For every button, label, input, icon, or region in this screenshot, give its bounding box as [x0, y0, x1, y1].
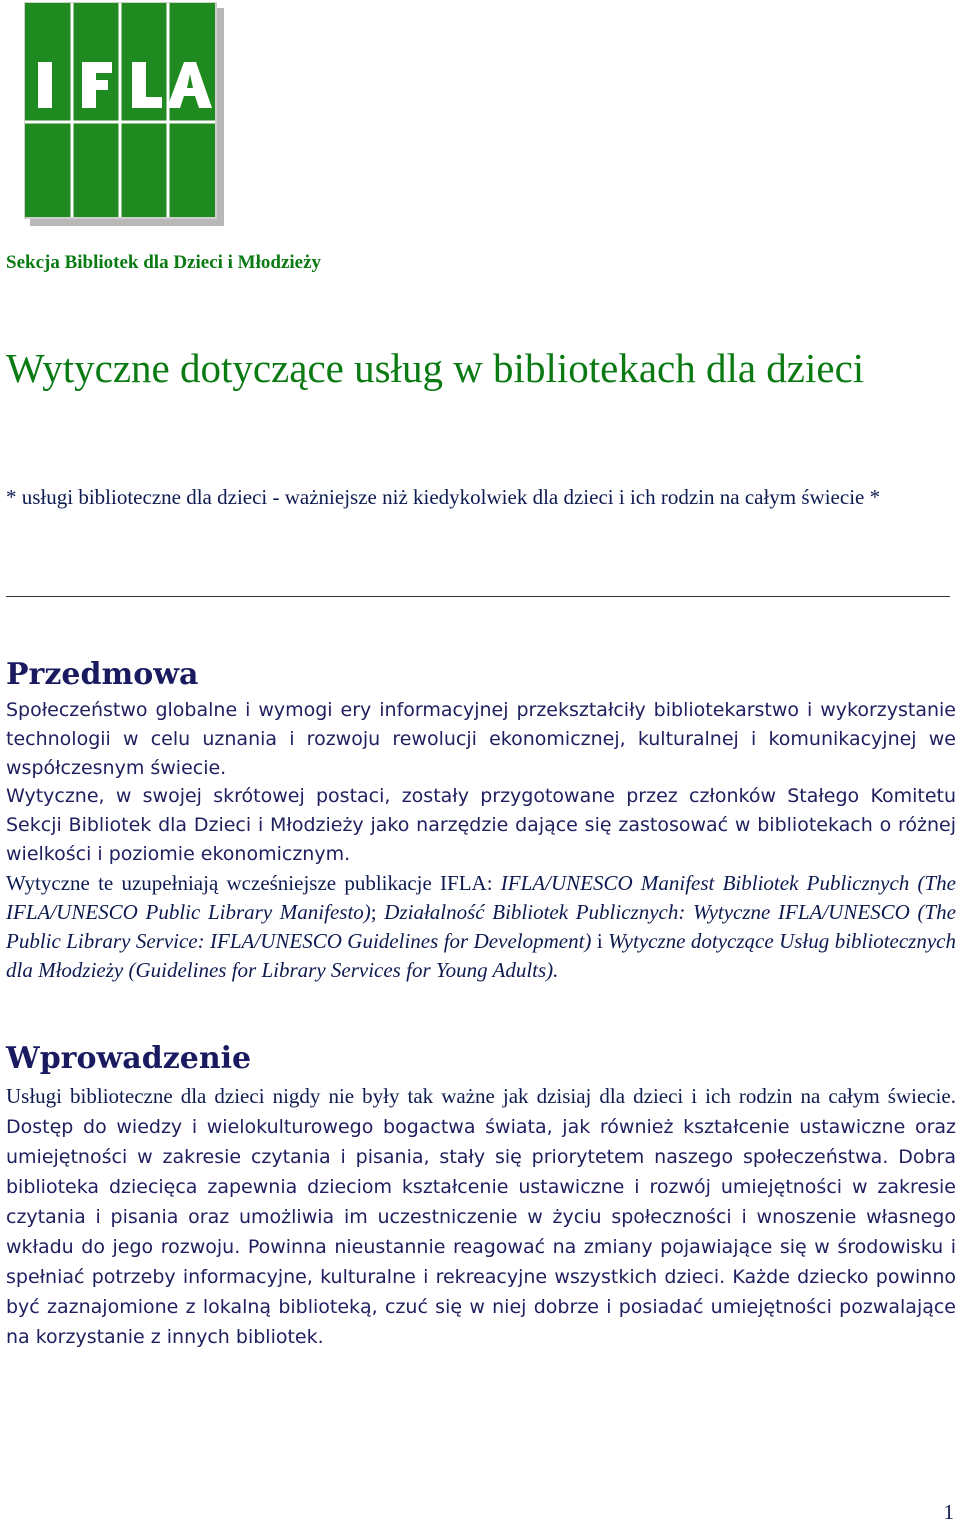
section-name: Sekcja Bibliotek dla Dzieci i Młodzieży: [6, 252, 322, 273]
intro-paragraph-lead: Usługi biblioteczne dla dzieci nigdy nie były tak ważne jak dzisiaj dla dzieci i ich rodzin na całym świecie.: [6, 1084, 956, 1108]
preface-paragraph-2: Wytyczne, w swojej skrótowej postaci, zostały przygotowane przez członków Stałego Komitetu Sekcji Bibliotek dla Dzieci i Młodzieży jako narzędzie dające się zastosować w bibliotekach o różnej wielkości i poziomie ekonomicznym.: [6, 785, 956, 865]
p3-separator: ;: [370, 900, 385, 924]
preface-heading: Przedmowa: [6, 657, 199, 692]
p3-manifesto-title: IFLA/UNESCO Manifest Bibliotek Publicznych (The IFLA/UNESCO Public Library Manifesto): [6, 871, 956, 924]
page-number: 1: [943, 1500, 954, 1524]
ifla-logo: [24, 2, 224, 226]
preface-paragraph-1: Społeczeństwo globalne i wymogi ery informacyjnej przekształciły bibliotekarstwo i wykorzystanie technologii w celu uznania i rozwoju rewolucji ekonomicznej, kulturalnej i komunikacyjnej we współczesnym świecie.: [6, 699, 956, 779]
intro-paragraph-body: Dostęp do wiedzy i wielokulturowego bogactwa świata, jak również kształcenie ustawiczne oraz umiejętności w zakresie czytania i pisania, stały się priorytetem naszego społeczeństwa. Dobra biblioteka dziecięca zapewnia dzieciom kształcenie ustawiczne i rozwój umiejętności w zakresie czytania i pisania oraz umożliwia im uczestniczenie w życiu społeczności i wnoszenie własnego wkładu do jego rozwoju. Powinna nieustannie reagować na zmiany pojawiające się w środowisku i spełniać potrzeby informacyjne, kulturalne i rekreacyjne wszystkich dzieci. Każde dziecko powinno być zaznajomione z lokalną biblioteką, czuć się w niej dobrze i posiadać umiejętności pozwalające na korzystanie z innych bibliotek.: [6, 1116, 956, 1348]
page-title: Wytyczne dotyczące usług w bibliotekach dla dzieci: [6, 345, 865, 391]
p3-start: Wytyczne te uzupełniają wcześniejsze publikacje IFLA:: [6, 871, 501, 895]
p3-conjunction: i: [591, 929, 609, 953]
preface-paragraph-3: [6, 869, 956, 985]
p3-young-adults-title: Wytyczne dotyczące Usług bibliotecznych dla Młodzieży (Guidelines for Library Services for Young Adults).: [6, 929, 956, 982]
tagline: * usługi biblioteczne dla dzieci - ważniejsze niż kiedykolwiek dla dzieci i ich rodzin na całym świecie *: [6, 485, 881, 509]
ifla-logo-graphic: [24, 2, 224, 226]
intro-heading: Wprowadzenie: [6, 1041, 252, 1076]
intro-paragraph: [6, 1082, 956, 1352]
p3-guidelines-title: Działalność Bibliotek Publicznych: Wytyczne IFLA/UNESCO (The Public Library Service: IFLA/UNESCO Guidelines for Development): [6, 900, 956, 953]
divider: [6, 596, 950, 597]
